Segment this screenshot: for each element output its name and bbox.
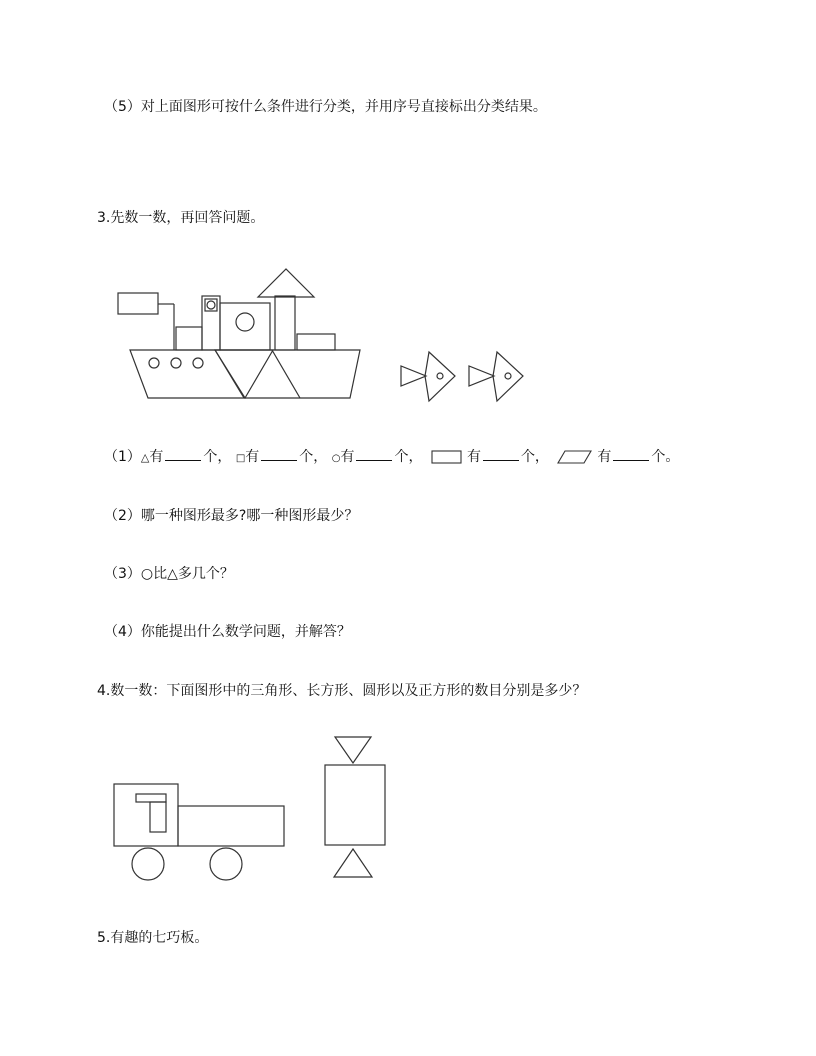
rectangle-icon [431,449,463,465]
hull-divider [272,350,300,398]
hull-divider [215,350,244,398]
has-text: 有 [149,449,164,465]
has-text: 有 [340,449,355,465]
has-text: 有 [597,449,612,465]
porthole-circle [149,358,159,368]
fish-body-triangle [493,352,523,401]
deck-rect [297,334,335,350]
cabin-square [220,303,270,350]
fish-tail-triangle [469,366,494,386]
center-rect [325,765,385,845]
fish-tail-triangle [401,366,426,386]
hourglass-figure [320,733,390,883]
top-triangle [335,737,371,763]
truck-window-bar [150,802,166,832]
flag-rect [118,293,158,314]
truck-figure [110,780,290,882]
fish-figure [466,349,526,405]
hull-triangle [215,350,273,398]
chimney-triangle [258,269,314,297]
fish-body-triangle [425,352,455,401]
answer-blank[interactable] [356,448,392,461]
sub-prefix: （1） [104,449,141,465]
truck-cargo-rect [178,806,284,846]
answer-blank[interactable] [165,448,201,461]
question-3-4: （4）你能提出什么数学问题，并解答？ [104,624,351,640]
porthole-circle [193,358,203,368]
has-text: 有 [245,449,260,465]
question-2-5: （5）对上面图形可按什么条件进行分类，并用序号直接标出分类结果。 [104,99,547,115]
chimney-rect [275,296,295,350]
tiny-circle [207,301,215,309]
small-rect [176,327,202,350]
triangle-symbol: △ [140,451,150,464]
truck-window [136,794,166,802]
bottom-triangle [334,849,372,877]
unit-text: 个， [203,449,232,465]
cabin-circle [236,313,254,331]
unit-text: 个， [299,449,328,465]
question-4: 4.数一数：下面图形中的三角形、长方形、圆形以及正方形的数目分别是多少？ [97,683,587,699]
truck-wheel-circle [132,848,164,880]
hull [130,350,360,398]
porthole-circle [171,358,181,368]
truck-wheel-circle [210,848,242,880]
circle-symbol: ○ [331,453,341,464]
boat-figure [114,266,364,406]
fish-eye-circle [437,373,443,379]
answer-blank[interactable] [261,448,297,461]
question-3-1 [104,447,679,469]
fish-figure [398,349,458,405]
question-3-3: （3）○比△多几个？ [104,566,234,582]
parallelogram-icon [557,449,593,465]
question-5: 5.有趣的七巧板。 [97,930,209,946]
question-3-2: （2）哪一种图形最多?哪一种图形最少？ [104,508,359,524]
square-symbol: □ [235,453,246,464]
answer-blank[interactable] [613,448,649,461]
answer-blank[interactable] [483,448,519,461]
unit-text: 个， [394,449,423,465]
fish-eye-circle [505,373,511,379]
has-text: 有 [466,449,481,465]
unit-text: 个， [520,449,549,465]
question-3-title: 3.先数一数，再回答问题。 [97,210,265,226]
unit-text: 个。 [651,449,680,465]
truck-cabin-square [114,784,178,846]
